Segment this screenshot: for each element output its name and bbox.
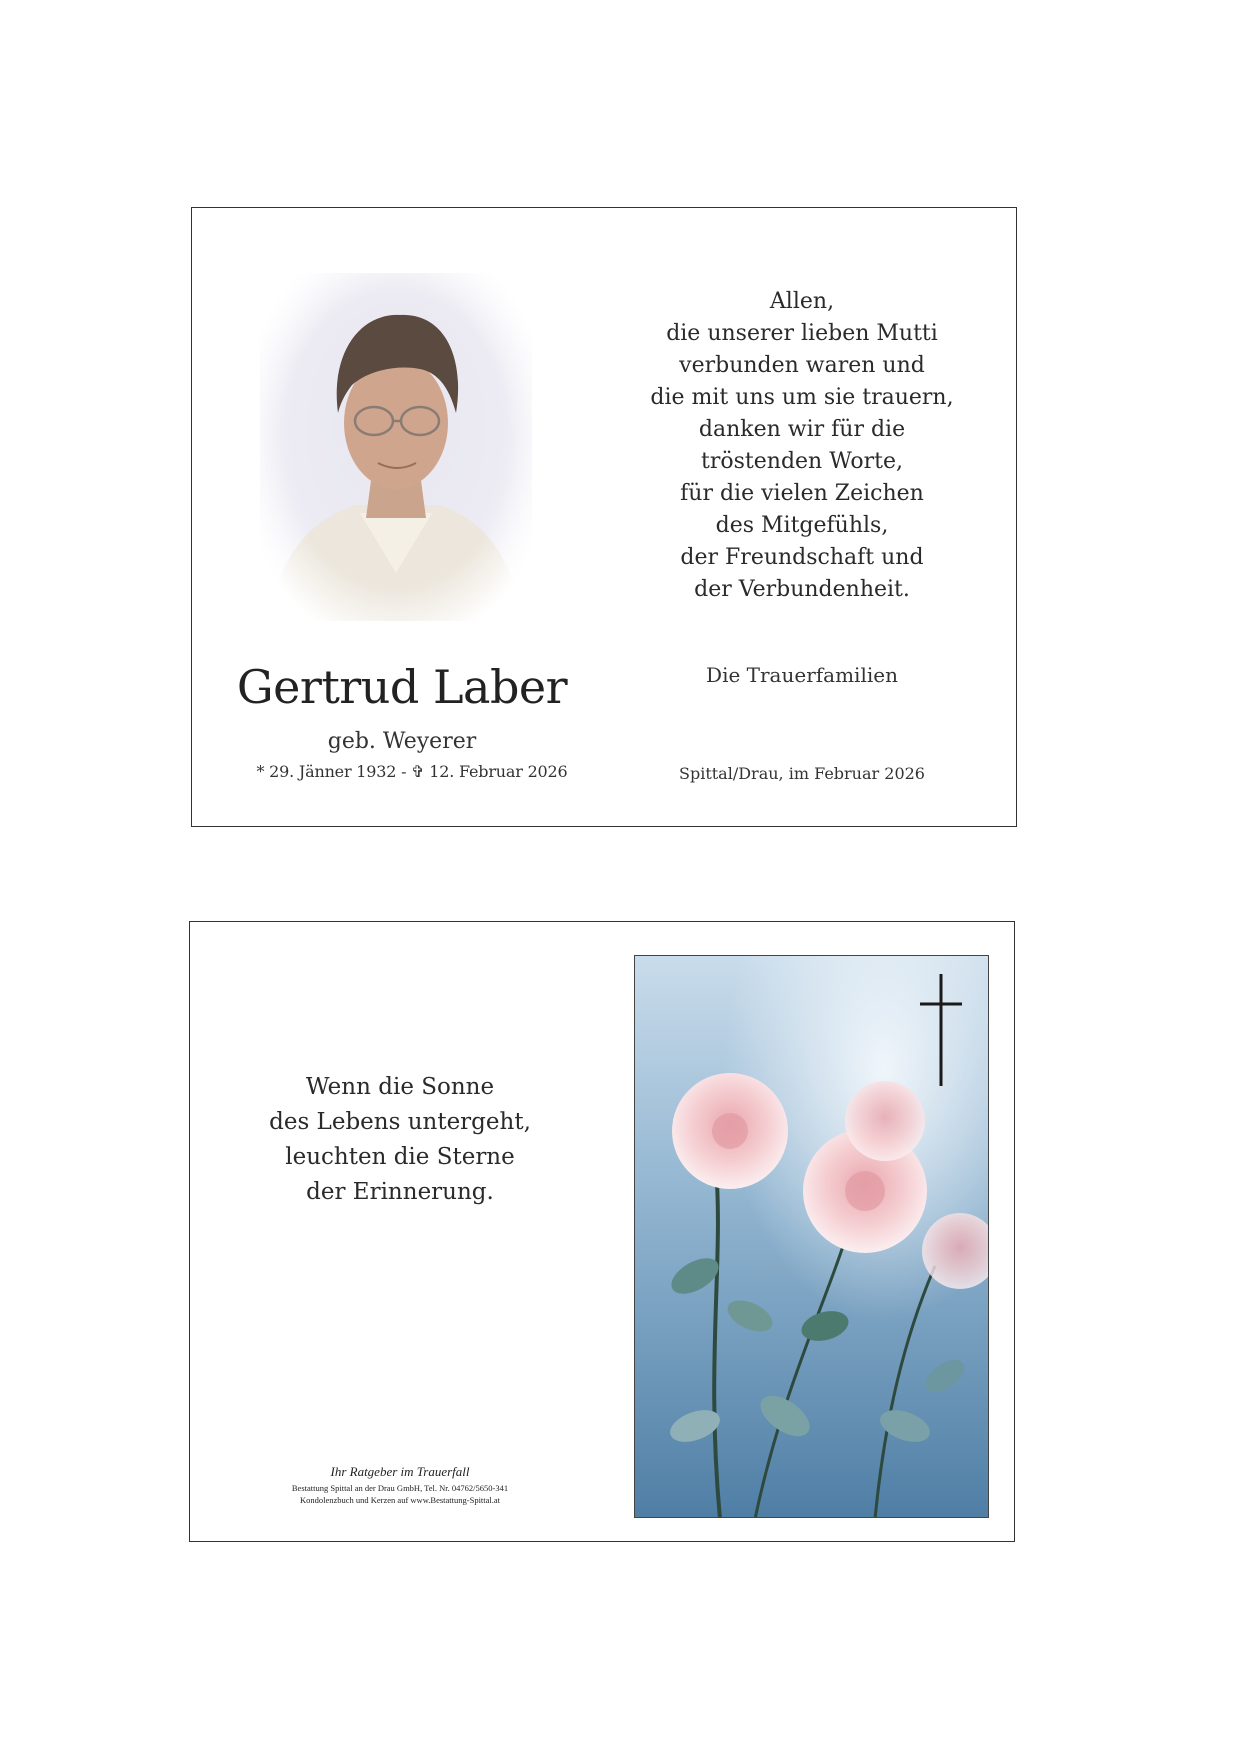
memorial-quote (230, 1070, 570, 1210)
thanks-line: des Mitgefühls, (715, 513, 889, 538)
thanks-line: verbunden waren und (679, 353, 925, 378)
thanks-line: danken wir für die (698, 417, 906, 442)
parte-card-front (191, 207, 1017, 827)
quote-line: der Erinnerung. (306, 1179, 494, 1205)
funeral-home-footer (230, 1464, 570, 1506)
thanks-line: tröstenden Worte, (701, 449, 903, 474)
life-dates: * 29. Jänner 1932 - ✞ 12. Februar 2026 (256, 762, 568, 781)
deceased-name: Gertrud Laber (236, 660, 568, 714)
footer-contact: Bestattung Spittal an der Drau GmbH, Tel. Nr. 04762/5650-341 (291, 1483, 509, 1493)
quote-line: leuchten die Sterne (285, 1144, 515, 1170)
portrait-photo (260, 273, 532, 621)
thanks-text (632, 286, 972, 606)
thanks-line: Allen, (769, 289, 835, 314)
thanks-line: die mit uns um sie trauern, (650, 385, 954, 410)
place-date: Spittal/Drau, im Februar 2026 (679, 764, 925, 783)
roses-illustration (635, 956, 989, 1518)
footer-slogan: Ihr Ratgeber im Trauerfall (330, 1464, 470, 1479)
portrait-illustration (260, 273, 532, 621)
footer-website: Kondolenzbuch und Kerzen auf www.Bestattung-Spittal.at (299, 1495, 501, 1505)
quote-line: des Lebens untergeht, (269, 1109, 531, 1135)
frosted-roses-photo (634, 955, 989, 1518)
thanks-line: der Freundschaft und (680, 545, 924, 570)
signature: Die Trauerfamilien (706, 663, 898, 687)
thanks-line: für die vielen Zeichen (680, 481, 924, 506)
quote-line: Wenn die Sonne (305, 1074, 495, 1100)
thanks-line: die unserer lieben Mutti (666, 321, 938, 346)
thanks-line: der Verbundenheit. (694, 577, 910, 602)
maiden-name: geb. Weyerer (327, 729, 477, 754)
parte-card-back (189, 921, 1015, 1542)
